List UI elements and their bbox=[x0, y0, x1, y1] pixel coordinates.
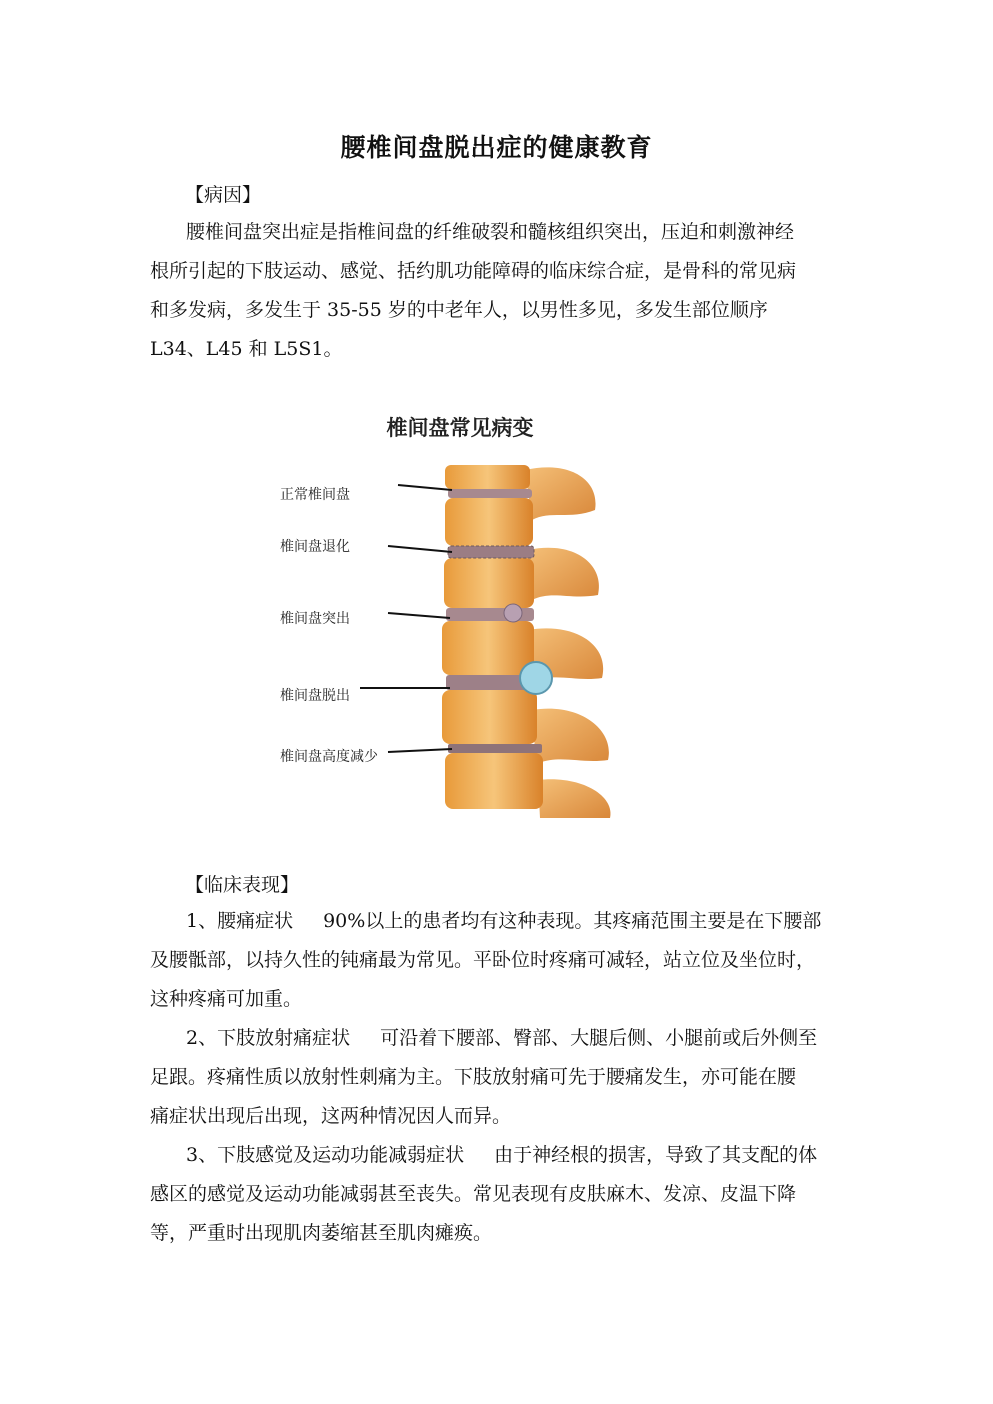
section-heading-clinical: 【临床表现】 bbox=[185, 874, 300, 896]
clinical-item-1-first: 90%以上的患者均有这种表现。其疼痛范围主要是在下腰部 bbox=[323, 910, 822, 932]
clinical-item-2 bbox=[150, 1019, 850, 1136]
clinical-item-2-title: 2、下肢放射痛症状 bbox=[186, 1027, 351, 1049]
clinical-item-1 bbox=[150, 902, 850, 1019]
figure-label-degeneration: 椎间盘退化 bbox=[280, 539, 350, 555]
clinical-item-1-line-2: 及腰骶部，以持久性的钝痛最为常见。平卧位时疼痛可减轻，站立位及坐位时， bbox=[150, 949, 816, 971]
figure-title: 椎间盘常见病变 bbox=[386, 416, 534, 440]
section-heading-cause: 【病因】 bbox=[185, 184, 262, 206]
cause-line-1: 腰椎间盘突出症是指椎间盘的纤维破裂和髓核组织突出，压迫和刺激神经 bbox=[186, 221, 795, 243]
clinical-item-3-line-2: 感区的感觉及运动功能减弱甚至丧失。常见表现有皮肤麻木、发凉、皮温下降 bbox=[150, 1183, 797, 1205]
clinical-item-2-first: 可沿着下腰部、臀部、大腿后侧、小腿前或后外侧至 bbox=[380, 1027, 818, 1049]
figure-label-normal: 正常椎间盘 bbox=[280, 487, 350, 503]
cause-paragraph bbox=[150, 213, 850, 369]
clinical-item-1-line-3: 这种疼痛可加重。 bbox=[150, 988, 303, 1010]
spine-figure bbox=[270, 400, 650, 820]
figure-label-protrusion: 椎间盘突出 bbox=[280, 611, 350, 627]
cause-line-2: 根所引起的下肢运动、感觉、括约肌功能障碍的临床综合症，是骨科的常见病 bbox=[150, 260, 797, 282]
clinical-item-2-line-2: 足跟。疼痛性质以放射性刺痛为主。下肢放射痛可先于腰痛发生，亦可能在腰 bbox=[150, 1066, 797, 1088]
clinical-item-3-first: 由于神经根的损害，导致了其支配的体 bbox=[494, 1144, 818, 1166]
clinical-item-1-title: 1、腰痛症状 bbox=[186, 910, 294, 932]
figure-label-height-loss: 椎间盘高度减少 bbox=[280, 749, 378, 765]
document-title: 腰椎间盘脱出症的健康教育 bbox=[340, 133, 653, 162]
clinical-item-2-line-3: 痛症状出现后出现，这两种情况因人而异。 bbox=[150, 1105, 512, 1127]
clinical-item-3-title: 3、下肢感觉及运动功能减弱症状 bbox=[186, 1144, 465, 1166]
figure-label-prolapse: 椎间盘脱出 bbox=[280, 688, 350, 704]
cause-line-3: 和多发病，多发生于 35-55 岁的中老年人，以男性多见，多发生部位顺序 bbox=[150, 299, 768, 321]
clinical-item-3-line-3: 等，严重时出现肌肉萎缩甚至肌肉瘫痪。 bbox=[150, 1222, 493, 1244]
clinical-item-3 bbox=[150, 1136, 850, 1253]
cause-line-4: L34、L45 和 L5S1。 bbox=[150, 338, 343, 360]
